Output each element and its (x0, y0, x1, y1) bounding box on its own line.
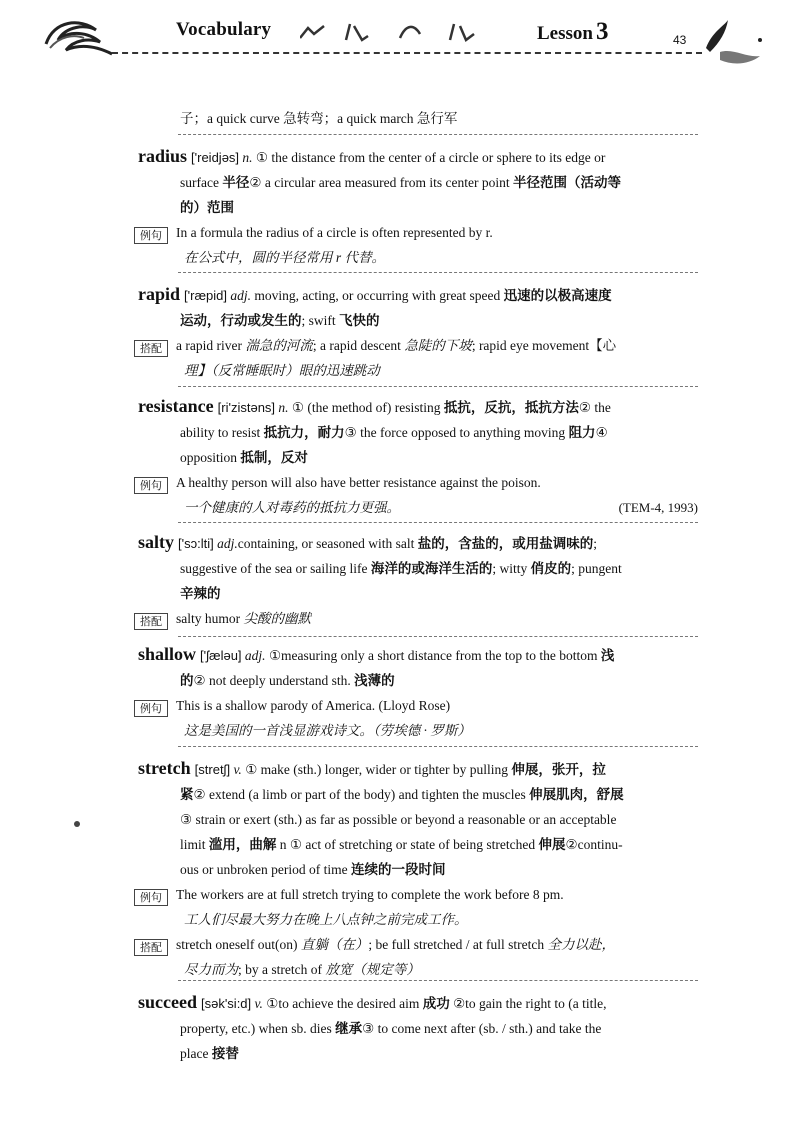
definition-text: ③ strain or exert (sth.) as far as possible or beyond a reasonable or an acceptable (180, 812, 617, 827)
definition-text: ability to resist (180, 425, 264, 440)
swirl-ornament-icon (40, 14, 120, 58)
definition-text: ; witty (492, 561, 531, 576)
definition-chinese: 俏皮的 (530, 561, 572, 576)
entry-separator (178, 272, 698, 273)
part-of-speech: v. (254, 996, 263, 1011)
headword: resistance (138, 396, 214, 416)
example-source: (TEM-4, 1993) (618, 500, 698, 515)
definition-chinese: 运动，行动或发生的 (180, 313, 302, 328)
definition-text: ② extend (a limb or part of the body) and tighten the muscles (193, 787, 530, 802)
headword: succeed (138, 992, 197, 1012)
definition-chinese: 伸展 (538, 837, 566, 852)
page-number: 43 (673, 33, 687, 47)
headword: salty (138, 532, 174, 552)
pronunciation: ['ʃæləu] (200, 648, 242, 663)
entry-succeed (138, 990, 708, 1066)
definition-chinese: 的 (180, 673, 194, 688)
entry-separator (178, 386, 698, 387)
definition-text: surface (180, 175, 223, 190)
pronunciation: [stretʃ] (194, 762, 231, 777)
definition-text: ③ to come next after (sb. / sth.) and take the (362, 1021, 602, 1036)
collocation-chinese: 湍急的河流 (245, 338, 313, 353)
collocation-chinese: 理】（反常睡眠时）眼的迅速跳动 (184, 363, 380, 378)
entry-rapid (138, 282, 708, 383)
definition-text: ② a circular area measured from its center point (249, 175, 513, 190)
headword: radius (138, 146, 188, 166)
definition-text: place (180, 1046, 212, 1061)
definition-chinese: 飞快的 (339, 313, 380, 328)
entry-shallow (138, 642, 708, 743)
pronunciation: ['ræpid] (184, 288, 227, 303)
definition-text: n ① act of stretching or state of being stretched (276, 837, 539, 852)
definition-chinese: 阻力 (568, 425, 596, 440)
definition-chinese: 迅速的以极高速度 (503, 288, 612, 303)
definition-chinese: 伸展肌肉，舒展 (529, 787, 624, 802)
definition-chinese: 半径 (222, 175, 250, 190)
example-sentence: The workers are at full stretch trying to complete the work before 8 pm. (176, 887, 564, 902)
definition-chinese: 浅薄的 (354, 673, 395, 688)
collocation-text: stretch oneself out(on) (176, 937, 301, 952)
definition-text: ② not deeply understand sth. (193, 673, 355, 688)
bird-ornament-icon (690, 12, 780, 72)
part-of-speech: adj. (230, 288, 251, 303)
entry-separator (178, 636, 698, 637)
definition-text: containing, or seasoned with salt (237, 536, 418, 551)
running-header-title: Vocabulary (176, 19, 272, 40)
headword: stretch (138, 758, 191, 778)
margin-speck (74, 821, 80, 827)
collocation-chinese: 尖酸的幽默 (243, 611, 311, 626)
entry-separator (178, 134, 698, 135)
collocation-chinese: 急陡的下坡 (404, 338, 472, 353)
definition-text: ① (the method of) resisting (288, 400, 444, 415)
definition-chinese: 紧 (180, 787, 194, 802)
headword: rapid (138, 284, 181, 304)
part-of-speech: adj. (244, 648, 266, 663)
part-of-speech: n. (278, 400, 289, 415)
definition-text: property, etc.) when sb. dies (180, 1021, 336, 1036)
definition-text: ; swift (301, 313, 340, 328)
part-of-speech: n. (242, 150, 253, 165)
entry-resistance (138, 394, 708, 520)
pronunciation: [ri'zistəns] (217, 400, 276, 415)
definition-chinese: 连续的一段时间 (350, 862, 446, 877)
definition-text: ① the distance from the center of a circle or sphere to its edge or (255, 150, 606, 165)
definition-text: suggestive of the sea or sailing life (180, 561, 371, 576)
definition-chinese: 盐的，含盐的，或用盐调味的 (417, 536, 594, 551)
collocation-chinese: 放宽（规定等） (325, 962, 420, 977)
definition-text: ①measuring only a short distance from the top to the bottom (265, 648, 601, 663)
collocation-chinese: 尽力而为 (184, 962, 238, 977)
entry-salty (138, 530, 708, 631)
definition-chinese: 伸展，张开，拉 (511, 762, 606, 777)
collocation-text: ; be full stretched / at full stretch (368, 937, 548, 952)
definition-text: limit (180, 837, 209, 852)
example-translation: 一个健康的人对毒药的抵抗力更强。 (184, 500, 400, 515)
example-sentence: A healthy person will also have better resistance against the poison. (176, 475, 541, 490)
decorative-glyphs-icon (300, 18, 500, 44)
example-sentence: In a formula the radius of a circle is often represented by r. (176, 225, 493, 240)
collocation-tag: 搭配 (134, 939, 168, 956)
entry-stretch (138, 756, 708, 982)
headword: shallow (138, 644, 197, 664)
collocation-text: ; a rapid descent (312, 338, 405, 353)
definition-chinese: 海洋的或海洋生活的 (370, 561, 493, 576)
example-tag: 例句 (134, 700, 168, 717)
part-of-speech: v. (233, 762, 242, 777)
continuation-line: 子；a quick curve 急转弯；a quick march 急行军 (180, 111, 458, 126)
definition-text: ③ the force opposed to anything moving (344, 425, 569, 440)
definition-text: ②to gain the right to (a title, (449, 996, 607, 1011)
collocation-tag: 搭配 (134, 613, 168, 630)
collocation-text: ; rapid eye movement【心 (471, 338, 617, 353)
definition-chinese: 抵制，反对 (240, 450, 308, 465)
collocation-text: salty humor (176, 611, 244, 626)
entry-radius (138, 144, 708, 270)
entry-separator (178, 522, 698, 523)
definition-text: ①to achieve the desired aim (262, 996, 423, 1011)
example-tag: 例句 (134, 477, 168, 494)
example-translation: 这是美国的一首浅显游戏诗文。（劳埃德 · 罗斯） (184, 723, 471, 738)
definition-chinese: 辛辣的 (180, 586, 221, 601)
collocation-chinese: 全力以赴， (547, 937, 616, 952)
collocation-chinese: 直躺（在） (300, 937, 369, 952)
example-tag: 例句 (134, 889, 168, 906)
continuation-block (138, 106, 708, 131)
definition-text: ② the (578, 400, 611, 415)
part-of-speech: adj. (217, 536, 238, 551)
definition-text: ②continu- (565, 837, 623, 852)
collocation-text: a rapid river (176, 338, 246, 353)
definition-text: ; pungent (571, 561, 622, 576)
definition-text: ous or unbroken period of time (180, 862, 351, 877)
header-dashed-rule (112, 52, 702, 54)
definition-chinese: 滥用，曲解 (208, 837, 277, 852)
lesson-heading (537, 18, 608, 46)
definition-chinese: 浅 (600, 648, 615, 663)
collocation-tag: 搭配 (134, 340, 168, 357)
definition-chinese: 半径范围（活动等 (512, 175, 621, 190)
definition-text: ④ (595, 425, 608, 440)
entry-separator (178, 980, 698, 981)
pronunciation: ['sɔ:lti] (178, 536, 214, 551)
definition-text: opposition (180, 450, 241, 465)
definition-text: moving, acting, or occurring with great speed (250, 288, 504, 303)
lesson-number: 3 (595, 18, 609, 45)
definition-text: ; (593, 536, 597, 551)
example-sentence: This is a shallow parody of America. (Lloyd Rose) (176, 698, 451, 713)
definition-chinese: 继承 (335, 1021, 363, 1036)
definition-chinese: 成功 (422, 996, 450, 1011)
entry-separator (178, 746, 698, 747)
definition-chinese: 抵抗力，耐力 (263, 425, 345, 440)
definition-chinese: 的）范围 (180, 200, 234, 215)
collocation-text: ; by a stretch of (238, 962, 326, 977)
definition-text: ① make (sth.) longer, wider or tighter by pulling (241, 762, 512, 777)
pronunciation: [sək'si:d] (200, 996, 252, 1011)
definition-chinese: 抵抗，反抗，抵抗方法 (443, 400, 579, 415)
example-translation: 工人们尽最大努力在晚上八点钟之前完成工作。 (184, 912, 468, 927)
pronunciation: ['reidjəs] (191, 150, 240, 165)
example-translation: 在公式中，圆的半径常用 r 代替。 (184, 250, 386, 265)
lesson-label: Lesson (537, 23, 593, 44)
definition-chinese: 接替 (211, 1046, 239, 1061)
example-tag: 例句 (134, 227, 168, 244)
